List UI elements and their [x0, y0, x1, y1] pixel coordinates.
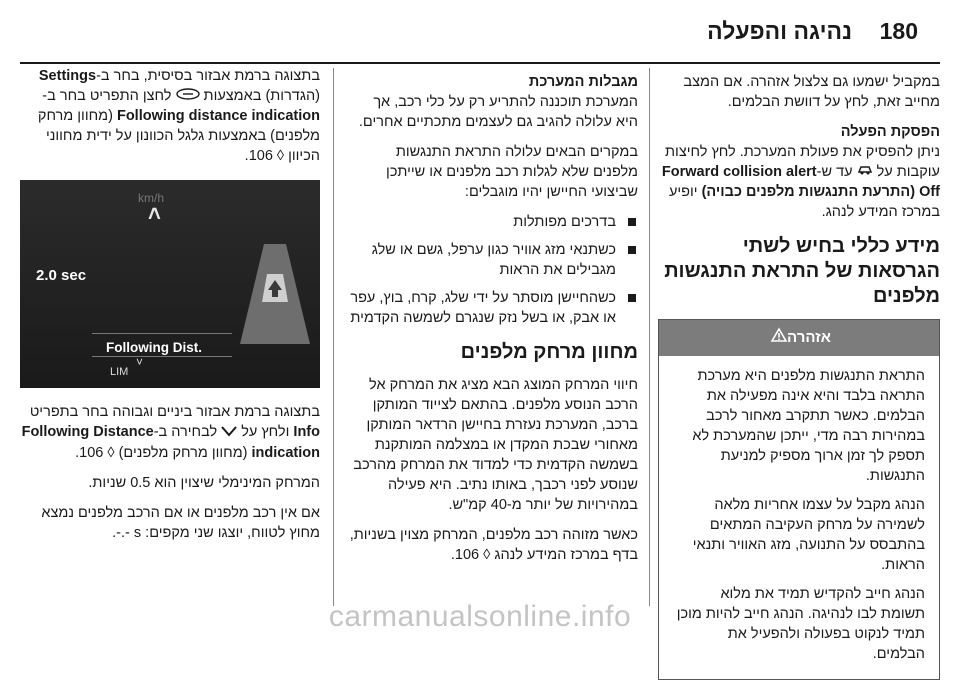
- list-item: כשהחיישן מוסתר על ידי שלג, קרח, בוץ, עפר או אבק, או בשל נזק שנגרם לשמשה הקדמית: [348, 288, 638, 328]
- checkmark-icon: [221, 423, 237, 443]
- basic-display-paragraph: בתצוגה ברמת אבזור בסיסית, בחר ב-Settings (הגדרות) באמצעות לחצן התפריט בחר ב- Following distance indication (מחוון מרחק מלפנים) באמצעות גלגל הכוונון על ידית מחווני הכיוון ◊ 106.: [37, 68, 320, 165]
- distance-heading: מחוון מרחק מלפנים: [460, 341, 638, 363]
- car-distance-icon: [857, 162, 873, 182]
- limits-list: [348, 212, 638, 328]
- page-ref-icon: ◊: [107, 444, 115, 461]
- general-info-heading: מידע כללי בחיש לשתי הגרסאות של התראת התנגשות מלפנים: [664, 235, 940, 308]
- road-car-icon: [240, 244, 310, 344]
- limiter-icon: LIM: [110, 366, 129, 379]
- column-divider: [333, 68, 334, 606]
- advanced-display-paragraph: בתצוגה ברמת אבזור ביניים וגבוהה בחר בתפריט Info ולחץ על לבחירה ב-Following Distance indication (מחוון מרחק מלפנים) ◊ 106.: [21, 404, 320, 461]
- deactivation-title: הפסקת הפעלה: [840, 124, 940, 140]
- minimum-distance-paragraph: המרחק המינימלי שיצוין הוא 0.5 שניות.: [88, 474, 320, 491]
- deactivation-paragraph: ניתן להפסיק את פעולת המערכת. לחץ לחיצות עוקבות על עד ש-Forward collision alert Off (התרעת התנגשות מלפנים כבויה) יופיע במרכז המידע לנהג.: [661, 144, 940, 221]
- watermark: carmanualsonline.info: [328, 600, 632, 633]
- chevron-down-icon: ˅: [136, 355, 144, 370]
- distance-paragraph: חיווי המרחק המוצג הבא מציג את המרחק אל הרכב הנוסע מלפנים. בהתאם לצייוד המותקן ברכב, המערכת נעזרת בחיישן הרדאר המותקן מאחורי שבכת המקדן או במצלמה המותקנת בשמשה הקדמית כדי למדוד את המרחק מהרכב שנוסע לפני רכבך, באותו נתיב. היא פעילה במהירויות של יותר מ-40 קמ"ש.: [353, 377, 638, 513]
- chevron-up-icon: ˄: [148, 201, 161, 227]
- distance-seconds-readout: 2.0 sec: [36, 267, 87, 285]
- middle-column: [348, 66, 638, 575]
- list-item: בדרכים מפותלות: [348, 212, 638, 232]
- page-ref-link[interactable]: 106: [79, 444, 104, 461]
- page-ref-icon: ◊: [483, 547, 491, 564]
- warning-triangle-icon: [771, 320, 787, 356]
- header-rule: [20, 62, 940, 64]
- speed-unit-label: km/h: [138, 191, 165, 206]
- following-distance-label: Following Dist.: [106, 340, 202, 356]
- page-ref-icon: ◊: [276, 148, 285, 165]
- warning-paragraph: התראת התנגשות מלפנים היא מערכת התראה בלבד והיא אינה מפעילה את הבלמים. כאשר תתקרב מאחור לרכב במהירות רבה מדי, ייתכן שהמערכת לא תספק לך זמן ארוך מספיק למניעת התנגשות.: [692, 368, 925, 485]
- right-column: [658, 72, 940, 680]
- intro-paragraph: במקביל ישמעו גם צלצול אזהרה. אם המצב מחייב זאת, לחץ על דוושת הבלמים.: [683, 74, 940, 110]
- no-vehicle-paragraph: אם אין רכב מלפנים או אם הרכב מלפנים נמצא מחוץ לטווח, יוצגו שני מקפים: s -.-.: [41, 504, 320, 541]
- left-column: [20, 66, 320, 553]
- menu-button-icon: [176, 86, 200, 106]
- chapter-title: נהיגה והפעלה: [707, 18, 852, 44]
- warning-header: אזהרה: [659, 320, 939, 356]
- page-number: 180: [879, 18, 918, 44]
- limits-title: מגבלות המערכת: [528, 74, 638, 90]
- limits-paragraph: המערכת תוכננה להתריע רק על כלי רכב, אך היא עלולה להגיב גם לעצמים מתכתיים אחרים.: [358, 94, 638, 130]
- page-ref-link[interactable]: 106: [248, 148, 273, 165]
- warning-paragraph: הנהג מקבל על עצמו אחריות מלאה לשמירה על מרחק העקיבה המתאים בהתבסס על התנועה, מזג האוויר ותנאי הראות.: [692, 497, 925, 574]
- list-item: כשתנאי מזג אוויר כגון ערפל, גשם או שלג מגבילים את הראות: [348, 240, 638, 280]
- limits-paragraph: במקרים הבאים עלולה התראת התנגשות מלפנים שלא לגלות רכב מלפנים או שייתכן שביצועי החיישן יהיו מוגבלים:: [386, 144, 638, 200]
- page-ref-link[interactable]: 106: [454, 547, 480, 563]
- warning-paragraph: הנהג חייב להקדיש תמיד את מלוא תשומת לבו לנהיגה. הנהג חייב להיות מוכן תמיד לנקוט בפעולה ולהפעיל את הבלמים.: [676, 586, 925, 663]
- column-divider: [649, 68, 650, 606]
- distance-paragraph: כאשר מזוהה רכב מלפנים, המרחק מצוין בשניות, בדף במרכז המידע לנהג ◊ 106.: [349, 527, 638, 564]
- instrument-cluster-image: [20, 180, 320, 388]
- page-header: [0, 18, 960, 52]
